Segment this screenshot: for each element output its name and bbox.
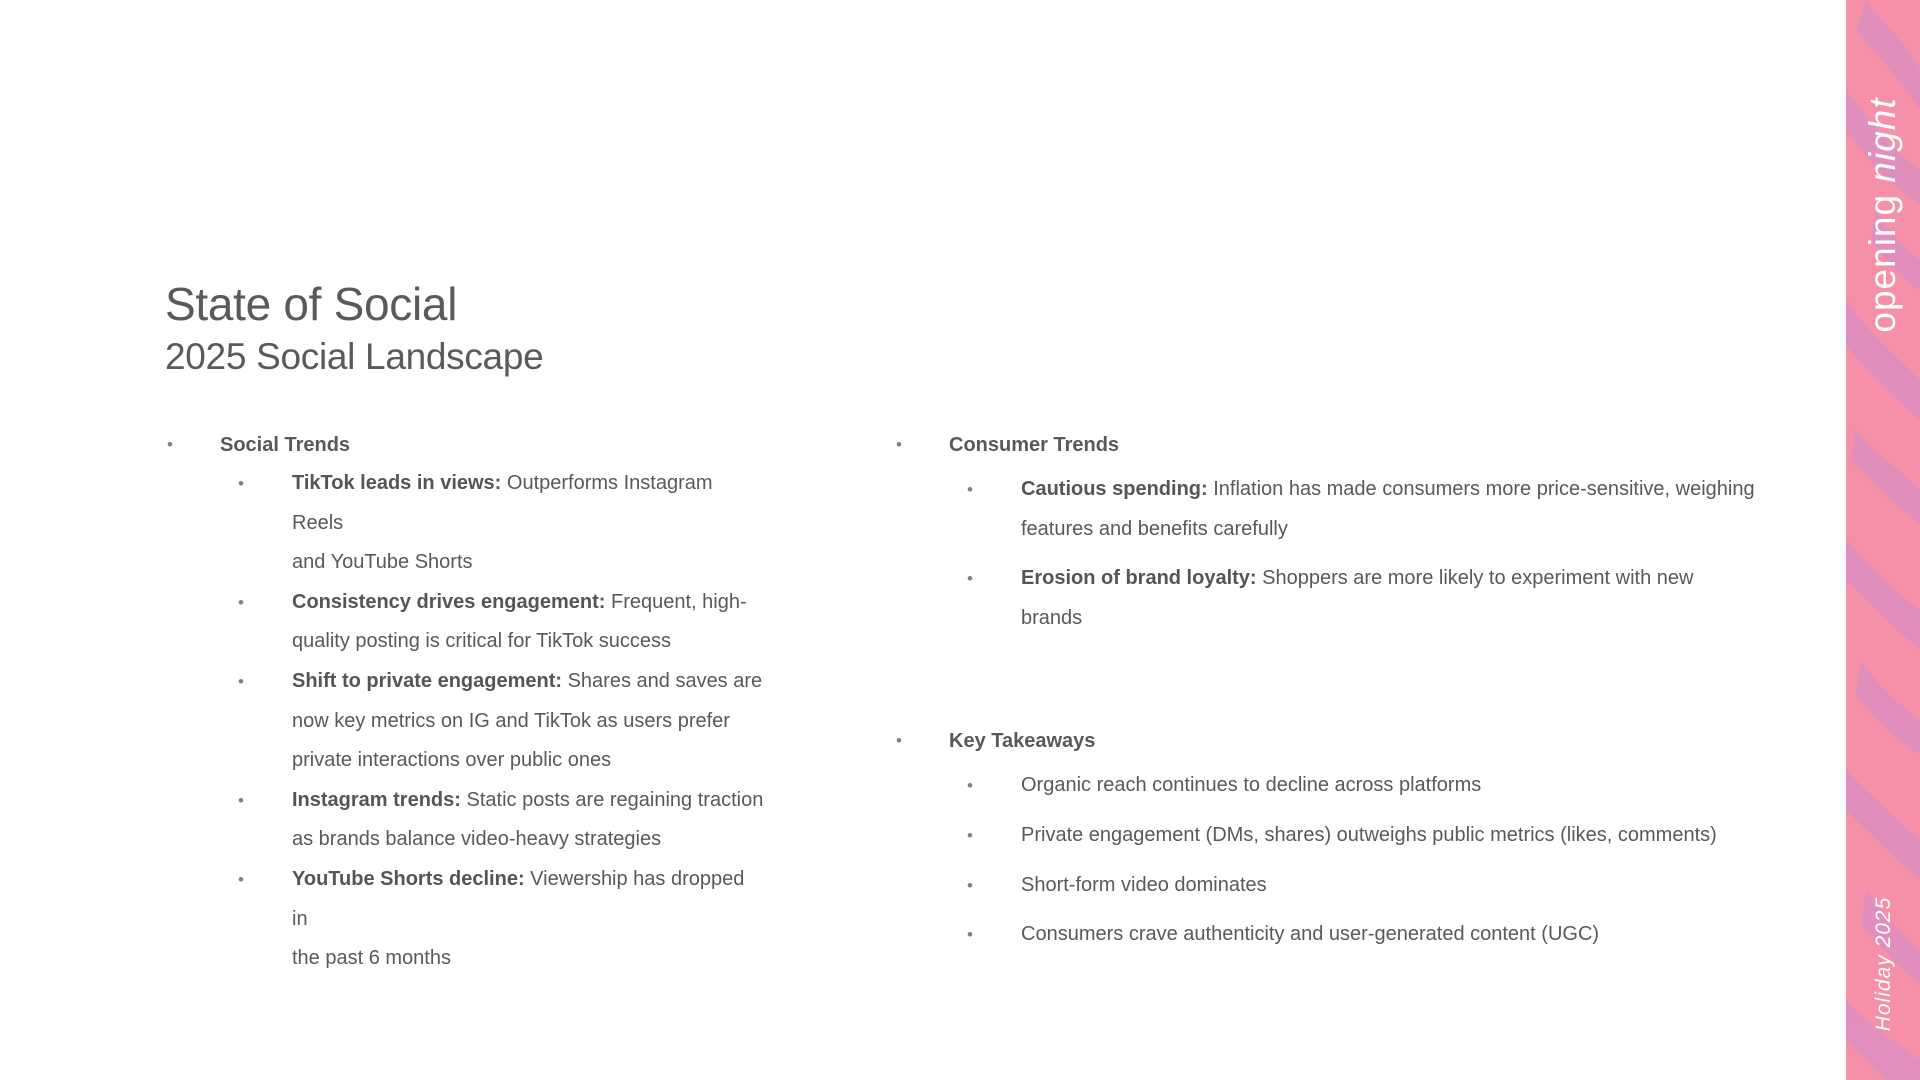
list-item: • Private engagement (DMs, shares) outweighs public metrics (likes, comments) <box>894 816 1764 856</box>
list-item: • Shift to private engagement: Shares and saves are now key metrics on IG and TikTok as users prefer private interactions over public ones <box>165 662 765 781</box>
social-trends-heading: • Social Trends <box>165 430 765 460</box>
list-item: • Instagram trends: Static posts are regaining traction as brands balance video-heavy strategies <box>165 781 765 860</box>
list-item: • Cautious spending: Inflation has made consumers more price-sensitive, weighing features and benefits carefully <box>894 470 1764 549</box>
consumer-trends-heading: • Consumer Trends <box>894 430 1764 460</box>
bullet: • <box>967 480 973 499</box>
item-label: YouTube Shorts decline: <box>292 867 525 890</box>
item-label: Cautious spending: <box>1021 478 1208 500</box>
item-label: Instagram trends: <box>292 788 461 811</box>
list-item: • Short-form video dominates <box>894 866 1764 906</box>
bullet: • <box>238 592 244 612</box>
bullet: • <box>238 671 244 691</box>
slide-title: State of Social <box>165 278 458 330</box>
bullet: • <box>967 825 973 845</box>
slide-subtitle: 2025 Social Landscape <box>165 336 544 377</box>
bullet: • <box>896 731 902 751</box>
list-item: • TikTok leads in views: Outperforms Instagram Reels and YouTube Shorts <box>165 464 765 583</box>
item-label: Erosion of brand loyalty: <box>1021 567 1257 590</box>
bullet: • <box>238 474 244 493</box>
bullet: • <box>967 875 973 895</box>
bullet: • <box>967 925 973 945</box>
holiday-2025-label: Holiday 2025 <box>1872 896 1895 1032</box>
bullet: • <box>967 776 973 796</box>
bullet: • <box>238 790 244 810</box>
list-item: • YouTube Shorts decline: Viewership has dropped in the past 6 months <box>165 860 765 979</box>
opening-night-label: opening night <box>1862 97 1903 333</box>
list-item: • Erosion of brand loyalty: Shoppers are more likely to experiment with new brands <box>894 559 1764 638</box>
item-label: TikTok leads in views: <box>292 472 502 494</box>
social-trends-column <box>165 430 765 979</box>
consumer-trends-column <box>894 430 1764 965</box>
bullet: • <box>238 869 244 889</box>
item-label: Consistency drives engagement: <box>292 590 606 613</box>
bullet: • <box>967 569 973 589</box>
bullet: • <box>167 435 173 454</box>
list-item: • Organic reach continues to decline across platforms <box>894 766 1764 806</box>
list-item: • Consumers crave authenticity and user-generated content (UGC) <box>894 915 1764 955</box>
key-takeaways-heading: • Key Takeaways <box>894 726 1764 756</box>
list-item: • Consistency drives engagement: Frequent, high- quality posting is critical for TikTok success <box>165 583 765 662</box>
bullet: • <box>896 435 902 454</box>
item-label: Shift to private engagement: <box>292 669 563 692</box>
